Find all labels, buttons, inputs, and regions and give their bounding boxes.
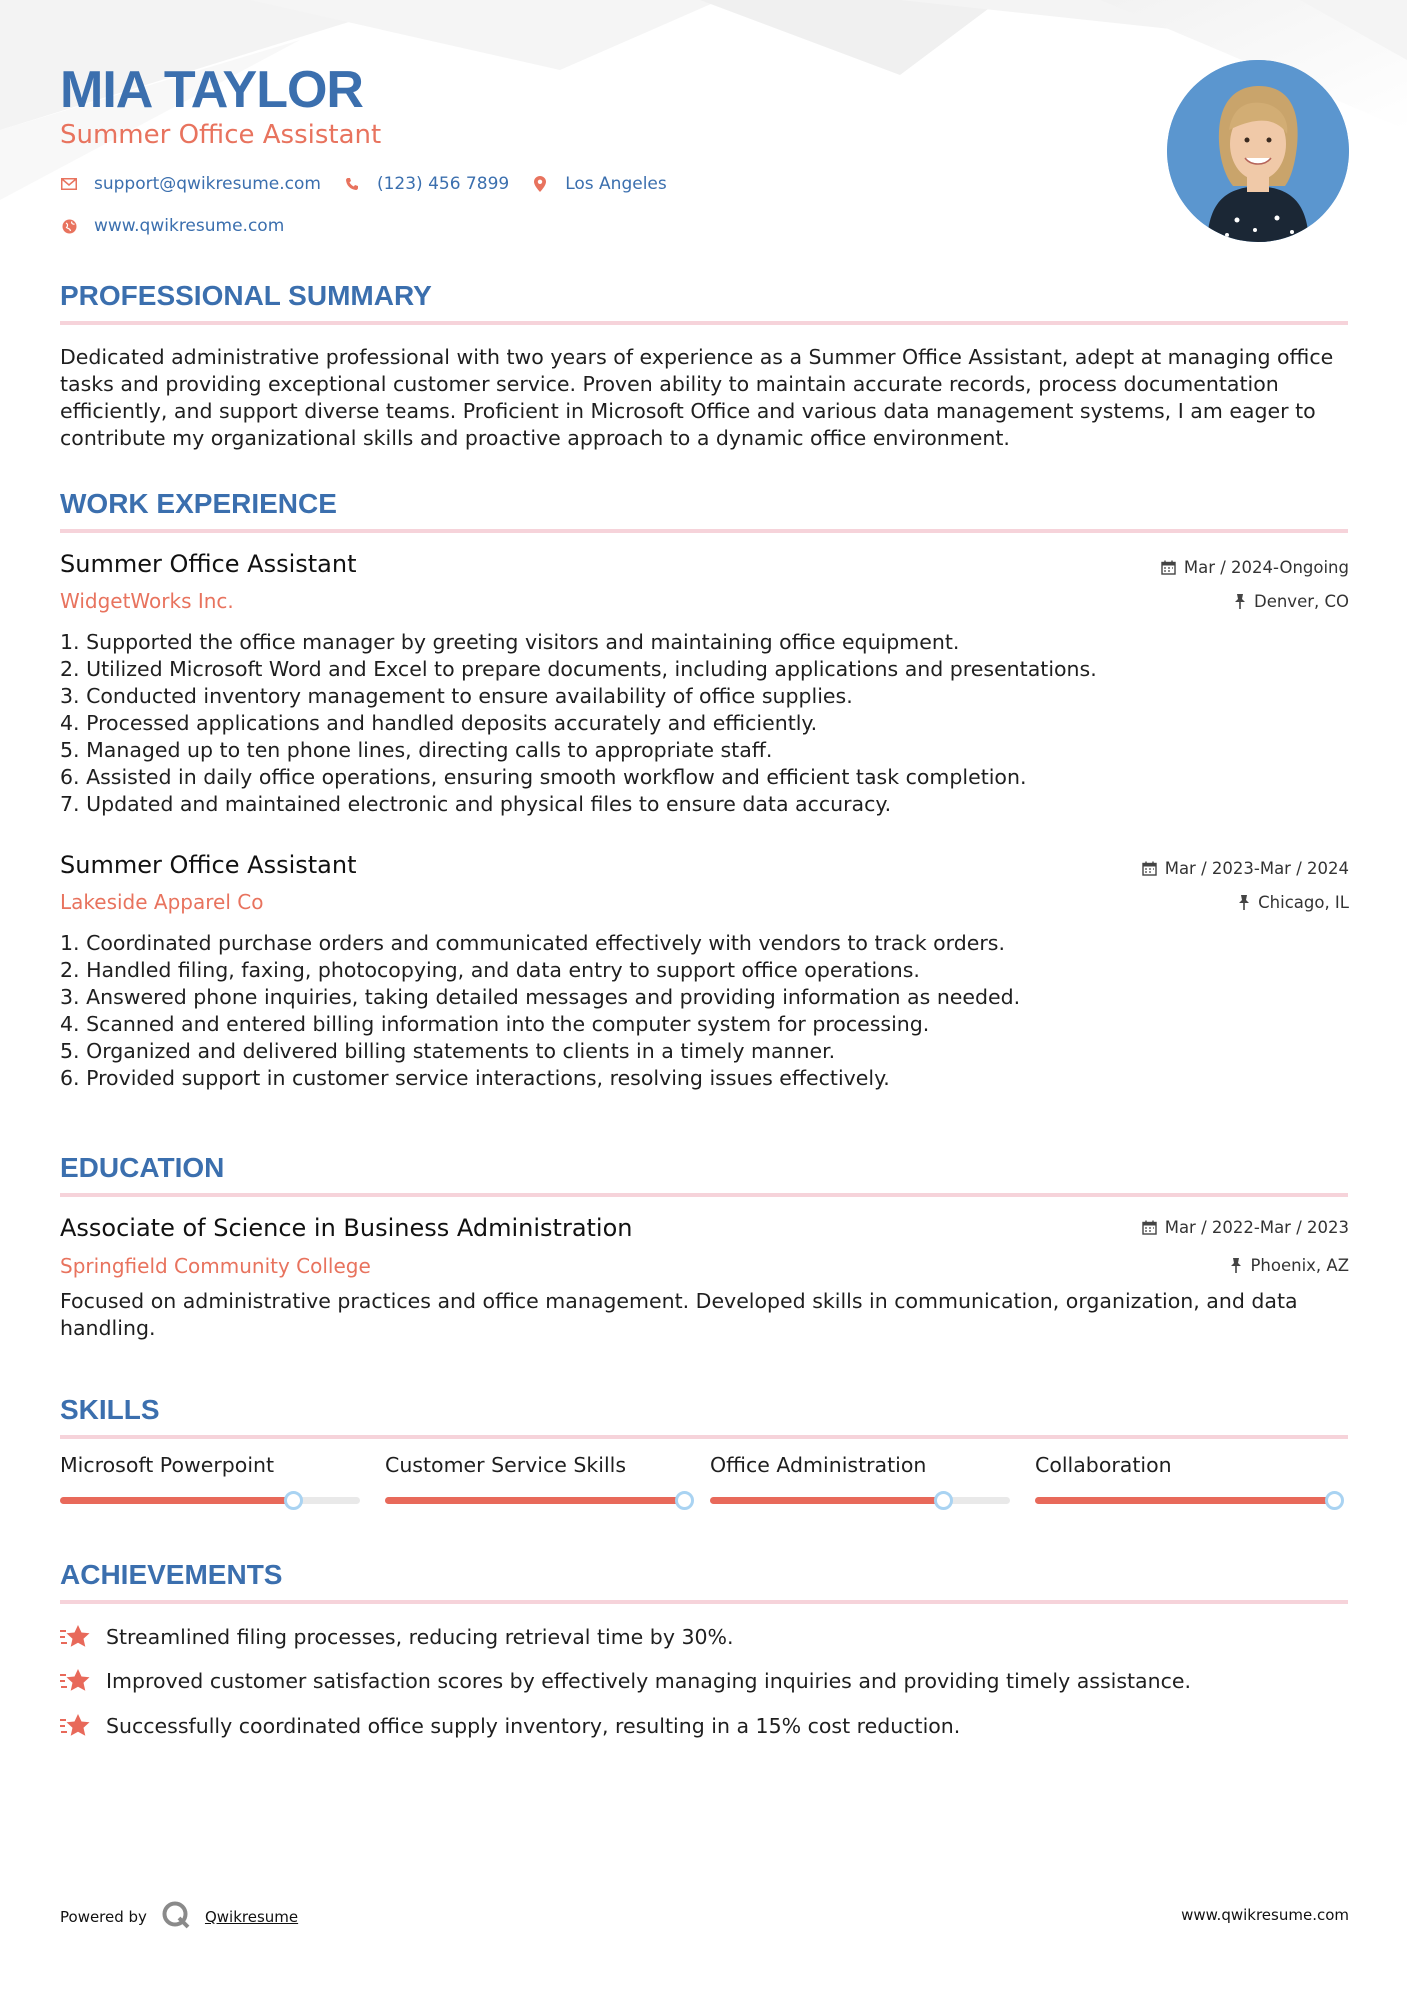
skills-list: [60, 1453, 1360, 1504]
education-description: Focused on administrative practices and office management. Developed skills in communication, organization, and data handling.: [60, 1289, 1298, 1340]
list-item: 1. Coordinated purchase orders and communicated effectively with vendors to track orders.: [60, 931, 1006, 955]
skill-bar-knob: [675, 1491, 694, 1510]
job-title: Summer Office Assistant: [60, 851, 357, 879]
job-location: [1234, 592, 1349, 611]
job-location-text: Chicago, IL: [1258, 893, 1349, 912]
achievement-text: Successfully coordinated office supply inventory, resulting in a 15% cost reduction.: [106, 1714, 961, 1738]
section-divider: [60, 1193, 1348, 1197]
calendar-icon: [1142, 1220, 1157, 1235]
contact-row-primary: [60, 174, 689, 194]
job-bullets: [60, 629, 1350, 818]
skill-label: Customer Service Skills: [385, 1453, 627, 1477]
achievement-item: [60, 1623, 734, 1651]
skill-bar: [1035, 1497, 1335, 1504]
list-item: 2. Utilized Microsoft Word and Excel to prepare documents, including applications and presentations.: [60, 657, 1097, 681]
globe-icon: [60, 217, 78, 235]
skill-bar-fill: [710, 1497, 944, 1504]
skill-item: [710, 1453, 1035, 1504]
list-item: 1. Supported the office manager by greeting visitors and maintaining office equipment.: [60, 630, 960, 654]
skill-item: [385, 1453, 710, 1504]
phone-number[interactable]: (123) 456 7899: [376, 174, 510, 194]
skill-label: Microsoft Powerpoint: [60, 1453, 275, 1477]
skill-bar-fill: [1035, 1497, 1335, 1504]
summary-text: Dedicated administrative professional with two years of experience as a Summer Office Assistant, adept at managing office tasks and providing exceptional customer service. Proven ability to maintain accurate records, process documentation efficiently, and support diverse teams. Proficient in Microsoft Office and various data management systems, I am eager to contribute my organizational skills and proactive approach to a dynamic office environment.: [60, 345, 1334, 450]
section-title-achievements: ACHIEVEMENTS: [60, 1559, 283, 1590]
job-dates-text: Mar / 2024-Ongoing: [1183, 558, 1349, 577]
job-company: Lakeside Apparel Co: [60, 890, 264, 914]
candidate-title: Summer Office Assistant: [60, 120, 382, 150]
list-item: 6. Provided support in customer service interactions, resolving issues effectively.: [60, 1066, 890, 1090]
job-dates: [1161, 558, 1349, 577]
achievement-item: [60, 1712, 960, 1740]
job-location-text: Denver, CO: [1253, 592, 1349, 611]
skill-bar-knob: [1325, 1491, 1344, 1510]
list-item: 4. Scanned and entered billing information into the computer system for processing.: [60, 1012, 930, 1036]
skill-bar-knob: [284, 1491, 303, 1510]
website-link[interactable]: www.qwikresume.com: [94, 216, 285, 236]
achievement-item: [60, 1667, 1191, 1695]
phone-icon: [343, 175, 361, 193]
pushpin-icon: [1238, 895, 1250, 910]
email-link[interactable]: support@qwikresume.com: [94, 174, 321, 194]
skill-bar: [710, 1497, 1010, 1504]
skill-label: Collaboration: [1035, 1453, 1172, 1477]
star-icon: [60, 1712, 92, 1740]
skill-bar-fill: [60, 1497, 294, 1504]
achievement-text: Improved customer satisfaction scores by effectively managing inquiries and providing timely assistance.: [106, 1669, 1192, 1693]
skill-bar: [385, 1497, 685, 1504]
list-item: 5. Organized and delivered billing statements to clients in a timely manner.: [60, 1039, 836, 1063]
footer-website[interactable]: www.qwikresume.com: [1181, 1906, 1349, 1924]
job-bullets: [60, 930, 1350, 1092]
map-pin-icon: [531, 175, 549, 193]
achievement-text: Streamlined filing processes, reducing retrieval time by 30%.: [106, 1625, 734, 1649]
location-text: Los Angeles: [565, 174, 667, 194]
job-title: Summer Office Assistant: [60, 550, 357, 578]
powered-by-label: Powered by: [60, 1908, 147, 1926]
contact-row-secondary: [60, 216, 306, 236]
profile-photo: [1167, 60, 1349, 242]
skill-item: [1035, 1453, 1360, 1504]
star-icon: [60, 1667, 92, 1695]
education-dates-text: Mar / 2022-Mar / 2023: [1164, 1218, 1349, 1237]
skill-bar-knob: [934, 1491, 953, 1510]
pushpin-icon: [1234, 594, 1246, 609]
school-name: Springfield Community College: [60, 1254, 371, 1278]
list-item: 2. Handled filing, faxing, photocopying, and data entry to support office operations.: [60, 958, 920, 982]
job-dates: [1142, 859, 1349, 878]
section-divider: [60, 321, 1348, 325]
calendar-icon: [1161, 560, 1176, 575]
education-location-text: Phoenix, AZ: [1250, 1256, 1349, 1275]
skill-bar-fill: [385, 1497, 685, 1504]
job-location: [1238, 893, 1349, 912]
skill-bar: [60, 1497, 360, 1504]
pushpin-icon: [1230, 1258, 1242, 1273]
qwikresume-link[interactable]: Qwikresume: [204, 1908, 299, 1926]
candidate-name: MIA TAYLOR: [60, 61, 363, 119]
education-dates: [1142, 1218, 1349, 1237]
section-divider: [60, 1435, 1348, 1439]
envelope-icon: [60, 175, 78, 193]
skill-item: [60, 1453, 385, 1504]
degree-title: Associate of Science in Business Administration: [60, 1214, 633, 1242]
section-title-summary: PROFESSIONAL SUMMARY: [60, 280, 432, 311]
calendar-icon: [1142, 861, 1157, 876]
section-divider: [60, 1600, 1348, 1604]
star-icon: [60, 1623, 92, 1651]
section-title-education: EDUCATION: [60, 1152, 225, 1183]
list-item: 3. Answered phone inquiries, taking detailed messages and providing information as needed.: [60, 985, 1021, 1009]
list-item: 3. Conducted inventory management to ensure availability of office supplies.: [60, 684, 853, 708]
section-title-skills: SKILLS: [60, 1394, 160, 1425]
job-company: WidgetWorks Inc.: [60, 589, 234, 613]
list-item: 6. Assisted in daily office operations, ensuring smooth workflow and efficient task completion.: [60, 765, 1027, 789]
section-title-experience: WORK EXPERIENCE: [60, 488, 337, 519]
section-divider: [60, 529, 1348, 533]
list-item: 4. Processed applications and handled deposits accurately and efficiently.: [60, 711, 818, 735]
qwikresume-logo-icon: [161, 1900, 191, 1934]
list-item: 5. Managed up to ten phone lines, directing calls to appropriate staff.: [60, 738, 773, 762]
footer-powered-by: [60, 1900, 298, 1934]
skill-label: Office Administration: [710, 1453, 927, 1477]
job-dates-text: Mar / 2023-Mar / 2024: [1164, 859, 1349, 878]
list-item: 7. Updated and maintained electronic and physical files to ensure data accuracy.: [60, 792, 892, 816]
education-location: [1230, 1256, 1349, 1275]
